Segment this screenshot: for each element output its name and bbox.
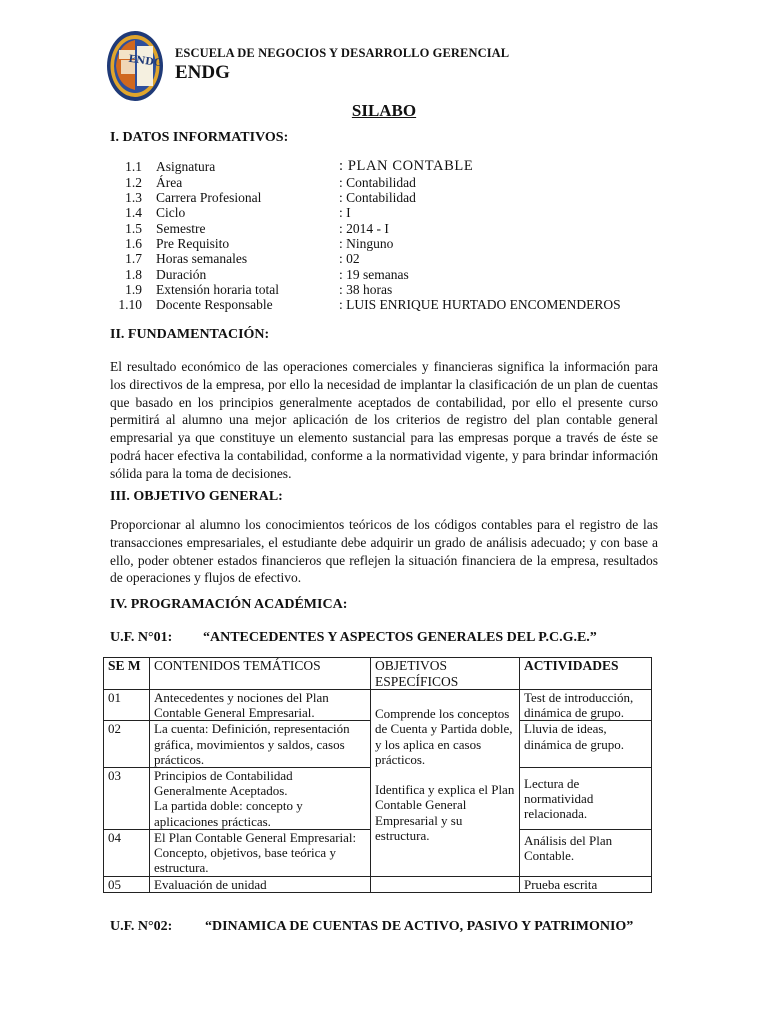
school-logo (106, 30, 164, 102)
uf1-label: U.F. N°01: (110, 630, 173, 645)
uf2-title: “DINAMICA DE CUENTAS DE ACTIVO, PASIVO Y PATRIMONIO” (205, 919, 634, 934)
cell-content: Evaluación de unidad (150, 876, 371, 892)
header-objetivos: OBJETIVOS ESPECÍFICOS (371, 658, 520, 690)
info-value: : 38 horas (339, 282, 393, 297)
table-header-row (104, 658, 652, 690)
objective-1: Comprende los conceptos de Cuenta y Partida doble, y los aplica en casos prácticos. (375, 706, 513, 767)
info-value: : Ninguno (339, 236, 394, 251)
info-number: 1.10 (118, 297, 142, 312)
info-label: Extensión horaria total (156, 282, 279, 297)
cell-sem: 01 (104, 690, 150, 721)
section-heading-fundamentacion: II. FUNDAMENTACIÓN: (110, 327, 270, 342)
info-number: 1.6 (125, 236, 142, 251)
cell-sem: 03 (104, 768, 150, 830)
section-heading-objetivo: III. OBJETIVO GENERAL: (110, 489, 283, 504)
info-number: 1.4 (125, 205, 142, 220)
schedule-table (103, 657, 652, 893)
table-row (104, 876, 652, 892)
info-row (0, 159, 768, 174)
cell-content: Antecedentes y nociones del Plan Contable General Empresarial. (150, 690, 371, 721)
info-label: Área (156, 175, 183, 190)
cell-objectives-empty (371, 876, 520, 892)
info-label: Horas semanales (156, 251, 248, 266)
info-label: Pre Requisito (156, 236, 230, 251)
info-row (0, 267, 768, 282)
cell-activity: Test de introducción, dinámica de grupo. (520, 690, 652, 721)
table-row (104, 690, 652, 721)
cell-content (150, 768, 371, 830)
cell-content: El Plan Contable General Empresarial: Concepto, objetivos, base teórica y estructura. (150, 830, 371, 877)
objective-2: Identifica y explica el Plan Contable General Empresarial y su estructura. (375, 782, 515, 844)
content-line: Principios de Contabilidad Generalmente Aceptados. (154, 768, 293, 799)
section-heading-datos: I. DATOS INFORMATIVOS: (110, 130, 289, 145)
cell-activity: Lectura de normatividad relacionada. (520, 768, 652, 830)
info-value: : 2014 - I (339, 221, 389, 236)
info-value: : I (339, 205, 351, 220)
info-row (0, 175, 768, 190)
info-value: : LUIS ENRIQUE HURTADO ENCOMENDEROS (339, 297, 621, 312)
info-number: 1.2 (125, 175, 142, 190)
cell-content: La cuenta: Definición, representación gráfica, movimientos y saldos, casos prácticos. (150, 721, 371, 768)
header-actividades: ACTIVIDADES (520, 658, 652, 690)
cell-sem: 02 (104, 721, 150, 768)
uf1-title: “ANTECEDENTES Y ASPECTOS GENERALES DEL P.C.G.E.” (203, 630, 597, 645)
school-acronym: ENDG (175, 62, 230, 83)
cell-objectives (371, 690, 520, 877)
info-label: Carrera Profesional (156, 190, 262, 205)
info-number: 1.5 (125, 221, 142, 236)
info-number: 1.3 (125, 190, 142, 205)
info-row (0, 251, 768, 266)
cell-sem: 05 (104, 876, 150, 892)
info-label: Docente Responsable (156, 297, 273, 312)
cell-activity: Prueba escrita (520, 876, 652, 892)
info-value: : Contabilidad (339, 190, 416, 205)
info-number: 1.7 (125, 251, 142, 266)
info-number: 1.8 (125, 267, 142, 282)
info-row (0, 297, 768, 312)
cell-activity: Lluvia de ideas, dinámica de grupo. (520, 721, 652, 768)
info-number: 1.9 (125, 282, 142, 297)
fundamentacion-text: El resultado económico de las operaciones comerciales y financieras significa la información para los directivos de la empresa, por ello la necesidad de implantar la clasificación de un plan de cuentas que basado en los principios generalmente aceptados de contabilidad, por ello el presente curso permitirá al alumno una mejor aplicación de los criterios de registro del plan contable general empresarial ya que constituye un elemento sustancial para las empresas porque a través de éste se podrá hacer efectiva la contabilidad, conforme a la normatividad vigente, y para brindar información sólida para la toma de decisiones. (110, 359, 658, 481)
document-title: SILABO (351, 101, 417, 120)
info-label: Duración (156, 267, 207, 282)
info-number: 1.1 (125, 159, 142, 174)
cell-sem: 04 (104, 830, 150, 877)
cell-activity: Análisis del Plan Contable. (520, 830, 652, 877)
info-value: : PLAN CONTABLE (339, 158, 474, 174)
header-sem: SE M (104, 658, 150, 690)
info-label: Ciclo (156, 205, 186, 220)
section-heading-programacion: IV. PROGRAMACIÓN ACADÉMICA: (110, 597, 348, 612)
info-row (0, 236, 768, 251)
school-name: ESCUELA DE NEGOCIOS Y DESARROLLO GERENCIAL (175, 46, 510, 60)
info-label: Semestre (156, 221, 206, 236)
info-value: : Contabilidad (339, 175, 416, 190)
info-row (0, 205, 768, 220)
objetivo-text: Proporcionar al alumno los conocimientos teóricos de los códigos contables para el registro de las transacciones empresariales, el estudiante debe adquirir un grado de análisis adecuado; y con base a ello, poder obtener estados financieros que reflejen la situación financiera de la empresa, resultados de operaciones y flujos de efectivo. (110, 517, 658, 586)
logo-text: ENDG (127, 53, 163, 70)
info-row (0, 221, 768, 236)
content-line: La partida doble: concepto y aplicaciones prácticas. (154, 798, 303, 829)
uf2-label: U.F. N°02: (110, 919, 173, 934)
info-label: Asignatura (156, 159, 216, 174)
header-contenidos: CONTENIDOS TEMÁTICOS (150, 658, 371, 690)
info-value: : 02 (339, 251, 360, 266)
info-row (0, 282, 768, 297)
info-value: : 19 semanas (339, 267, 409, 282)
info-row (0, 190, 768, 205)
